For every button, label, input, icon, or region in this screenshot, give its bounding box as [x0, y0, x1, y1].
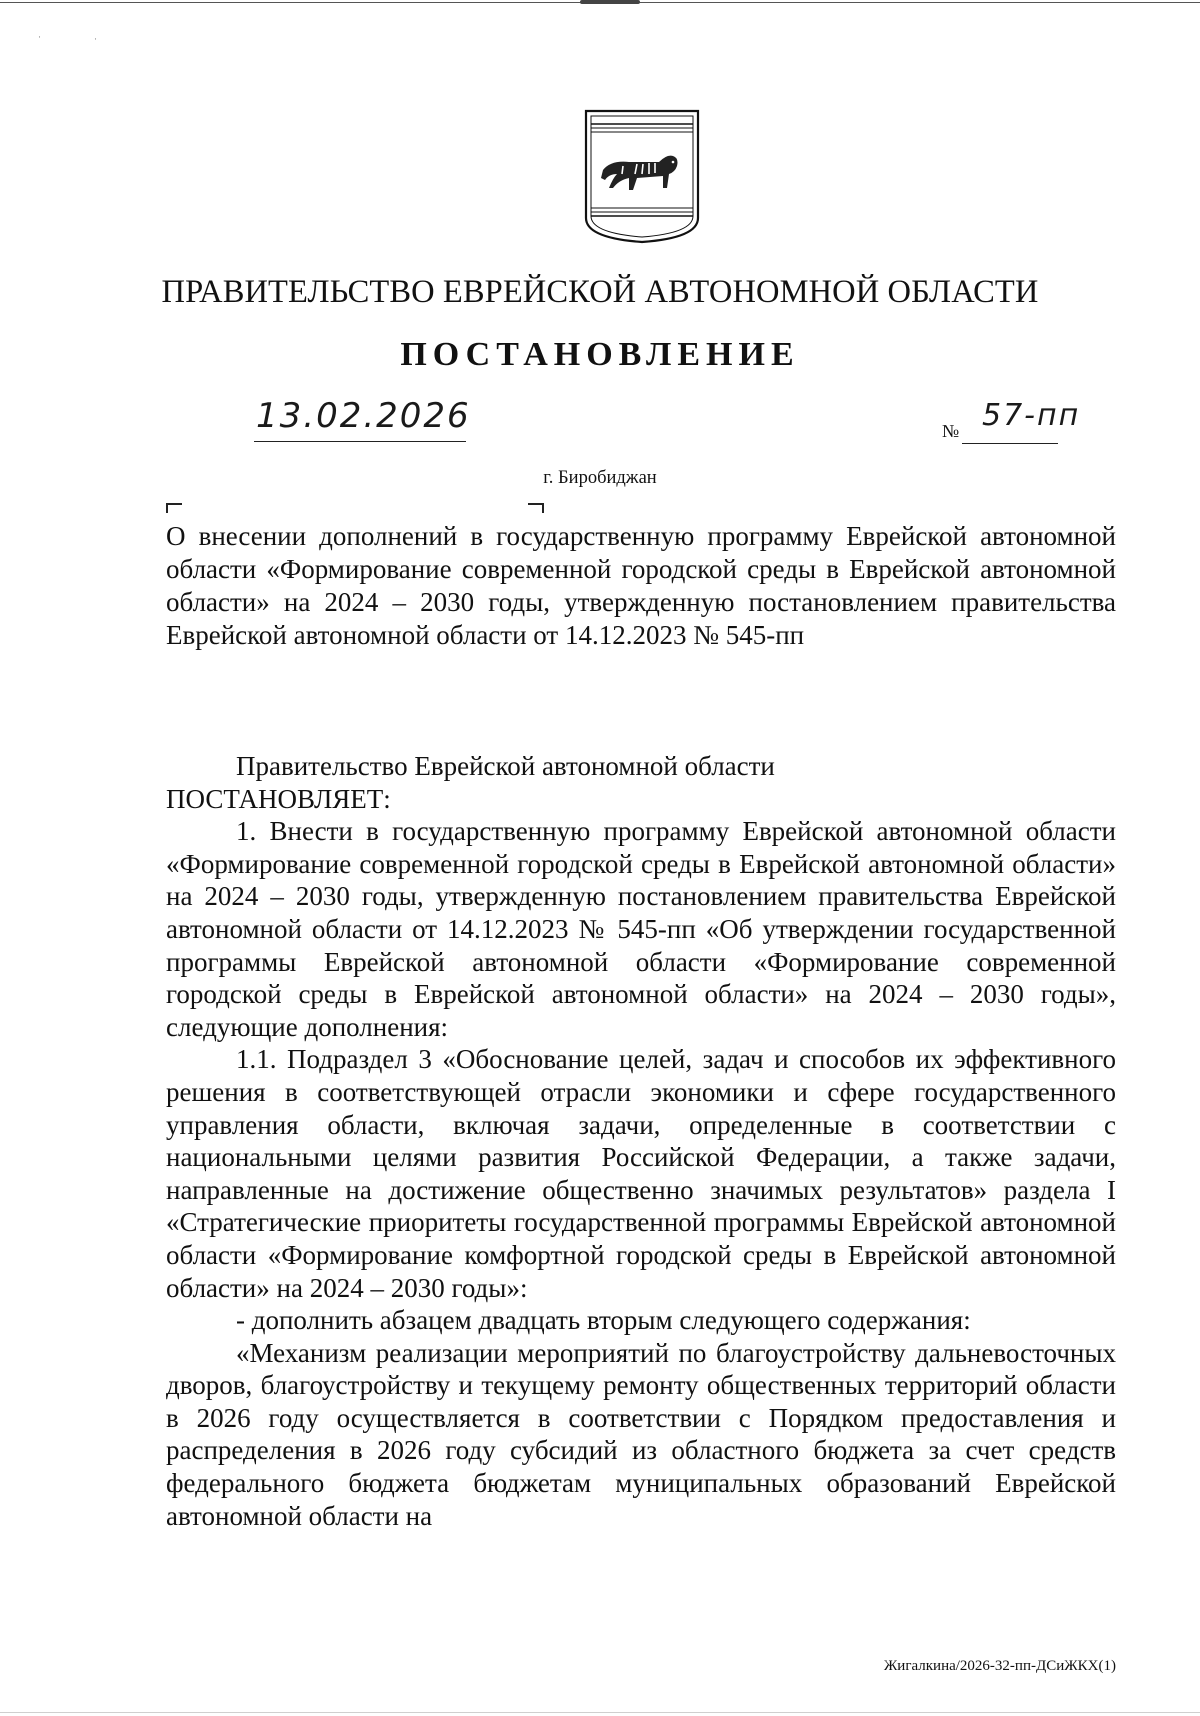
city-label: г. Биробиджан — [543, 468, 657, 488]
item-1-1-paragraph: 1.1. Подраздел 3 «Обоснование целей, задач и способов их эффективного решения в соответствующей отрасли экономики и сфере государственного управления области, включая задачи, определенные в соответствии с национальными целями развития Российской Федерации, а также задачи, направленные на достижение общественно значимых результатов» раздела I «Стратегические приоритеты государственной программы Еврейской автономной области «Формирование комфортной городской среды в Еврейской автономной области» на 2024 – 2030 годы»: — [166, 1044, 1116, 1303]
number-underline — [962, 443, 1058, 444]
document-body — [166, 750, 1116, 1532]
scan-speck: · — [38, 32, 41, 42]
footer-reference: Жигалкина/2026-32-пп-ДСиЖКХ(1) — [883, 1658, 1116, 1674]
scan-speck: · — [94, 34, 97, 44]
coat-of-arms-emblem — [583, 108, 701, 244]
handwritten-number: 57-пп — [982, 398, 1081, 433]
document-subject: О внесении дополнений в государственную программу Еврейской автономной области «Формирование современной городской среды в Еврейской автономной области» на 2024 – 2030 годы, утвержденную постановлением правительства Еврейской автономной области от 14.12.2023 № 545-пп — [166, 521, 1116, 650]
handwritten-date: 13.02.2026 — [256, 396, 471, 436]
subject-corner-left — [166, 503, 182, 513]
government-title: ПРАВИТЕЛЬСТВО ЕВРЕЙСКОЙ АВТОНОМНОЙ ОБЛАСТИ — [161, 274, 1039, 310]
subject-corner-right — [528, 503, 544, 513]
date-underline — [254, 441, 466, 442]
document-type-title: ПОСТАНОВЛЕНИЕ — [400, 336, 800, 373]
addition-paragraph: - дополнить абзацем двадцать вторым следующего содержания: — [236, 1305, 971, 1336]
scan-mark — [580, 0, 640, 4]
item-1-paragraph: 1. Внести в государственную программу Еврейской автономной области «Формирование современной городской среды в Еврейской автономной области» на 2024 – 2030 годы, утвержденную постановлением правительства Еврейской автономной области от 14.12.2023 № 545-пп «Об утверждении государственной программы Еврейской автономной области «Формирование современной городской среды в Еврейской автономной области» на 2024 – 2030 годы», следующие дополнения: — [166, 816, 1116, 1042]
number-sign: № — [942, 421, 960, 441]
intro-paragraph: Правительство Еврейской автономной области — [236, 751, 775, 781]
resolves-paragraph: ПОСТАНОВЛЯЕТ: — [166, 783, 391, 814]
scan-edge-bottom — [0, 1712, 1200, 1713]
quote-paragraph: «Механизм реализации мероприятий по благоустройству дальневосточных дворов, благоустройству и текущему ремонту общественных территорий области в 2026 году осуществляется в соответствии с Порядком предоставления и распределения в 2026 году субсидий из областного бюджета за счет средств федерального бюджета бюджетам муниципальных образований Еврейской автономной области на — [166, 1337, 1116, 1531]
